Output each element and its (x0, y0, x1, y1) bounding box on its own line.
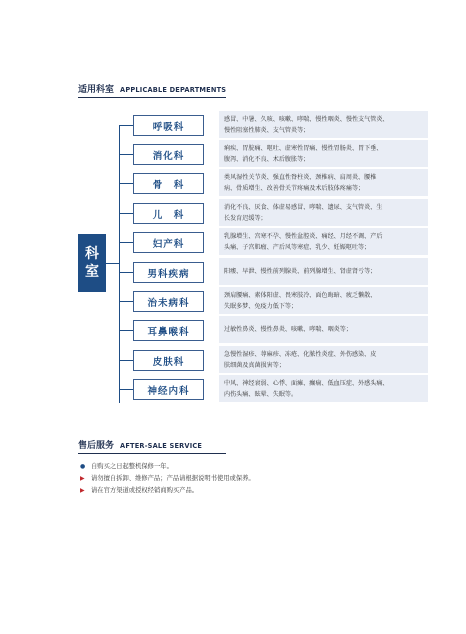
description-line: 失眠多梦、免疫力低下等； (224, 302, 298, 310)
description-line: 头痛、子宫肌瘤、产后风等寒症、乳少、妊娠呕吐等； (224, 243, 371, 251)
department-name: 神经内科 (133, 379, 204, 400)
department-description (219, 287, 428, 314)
department-description (219, 228, 428, 255)
service-item-text: 请在官方渠道或授权经销商购买产品。 (91, 487, 199, 494)
department-name: 儿 科 (133, 203, 204, 224)
department-description (219, 111, 428, 138)
department-description (219, 169, 428, 196)
service-title-en: AFTER-SALE SERVICE (120, 442, 203, 450)
department-name: 妇产科 (133, 232, 204, 253)
service-list (80, 461, 440, 497)
service-title-cn: 售后服务 (78, 441, 115, 451)
tree-branch (119, 272, 133, 273)
service-item (80, 485, 440, 497)
service-item-text: 自购买之日起整机保修一年。 (91, 463, 173, 470)
department-description (219, 316, 428, 343)
department-description (219, 375, 428, 402)
tree-branch (119, 301, 133, 302)
department-description (219, 258, 428, 285)
bullet-triangle-icon: ▶ (80, 487, 85, 494)
department-description (219, 140, 428, 167)
tree-branch (119, 242, 133, 243)
department-name: 耳鼻喉科 (133, 320, 204, 341)
bullet-triangle-icon: ▶ (80, 475, 85, 482)
description-line: 感冒、中暑、久咳、咳嗽、哮喘、慢性咽炎、慢性支气管炎、 (224, 116, 389, 123)
bullet-dot-icon: ● (80, 463, 86, 470)
tree-branch (119, 183, 133, 184)
description-line: 过敏性鼻炎、慢性鼻炎、咳嗽、哮喘、咽炎等； (224, 326, 352, 333)
department-description (219, 199, 428, 226)
description-line: 痢疾、胃脘痛、呕吐、虚寒性胃痛、慢性胃肠炎、胃下垂、 (224, 145, 383, 152)
service-item (80, 461, 440, 473)
description-line: 病、骨质增生、改善骨关节疼痛及术后肢体疼痛等； (224, 184, 365, 192)
service-title-rule (78, 453, 226, 454)
department-name: 皮肤科 (133, 350, 204, 371)
description-line: 消化不良、厌食、体虚易感冒、哮喘、遗尿、支气管炎、生 (224, 204, 383, 211)
departments-title-en: APPLICABLE DEPARTMENTS (120, 86, 227, 94)
tree-branch (119, 360, 133, 361)
description-line: 慢性阻塞性肺炎、支气管炎等； (224, 126, 310, 134)
department-name: 骨 科 (133, 173, 204, 194)
departments-root-box (78, 234, 106, 292)
description-line: 急慢性湿疹、荨麻疹、冻疮、化脓性炎症、外伤感染、皮 (224, 351, 377, 358)
description-line: 长发育迟缓等； (224, 214, 267, 222)
departments-title-rule (78, 97, 226, 98)
departments-title-cn: 适用科室 (78, 85, 115, 95)
description-line: 颈肩腰痛、素体阳虚、畏寒肢冷、面色晦暗、疲乏懒散、 (224, 292, 377, 299)
description-line: 阳痿、早泄、慢性前列腺炎、前列腺增生、肾虚肾亏等； (224, 268, 377, 275)
departments-title (78, 84, 226, 96)
description-line: 类风湿性关节炎、强直性脊柱炎、颈椎病、肩周炎、腰椎 (224, 174, 377, 181)
description-line: 腹泻、消化不良、术后腹胀等； (224, 155, 310, 163)
department-description (219, 346, 428, 373)
department-name: 呼吸科 (133, 115, 204, 136)
service-title (78, 440, 202, 452)
tree-spine (119, 126, 120, 403)
tree-branch (119, 389, 133, 390)
department-name: 治未病科 (133, 291, 204, 312)
tree-branch (119, 154, 133, 155)
description-line: 肤细菌及真菌损害等； (224, 361, 285, 369)
department-name: 男科疾病 (133, 262, 204, 283)
description-line: 内伤头痛、眩晕、失眠等。 (224, 390, 298, 398)
service-item (80, 473, 440, 485)
description-line: 中风、神经衰弱、心悸、面瘫、癫痫、低血压症、外感头痛、 (224, 380, 389, 387)
tree-branch (119, 213, 133, 214)
tree-branch (119, 125, 133, 126)
department-name: 消化科 (133, 144, 204, 165)
departments-root-label: 科 室 (85, 246, 101, 280)
description-line: 乳腺增生、宫寒不孕、慢性盆腔炎、痛经、月经不调、产后 (224, 233, 383, 240)
tree-branch (119, 330, 133, 331)
tree-trunk (106, 263, 119, 264)
service-item-text: 请勿擅自拆卸、维修产品；产品请根据说明书使用或保养。 (91, 475, 255, 482)
